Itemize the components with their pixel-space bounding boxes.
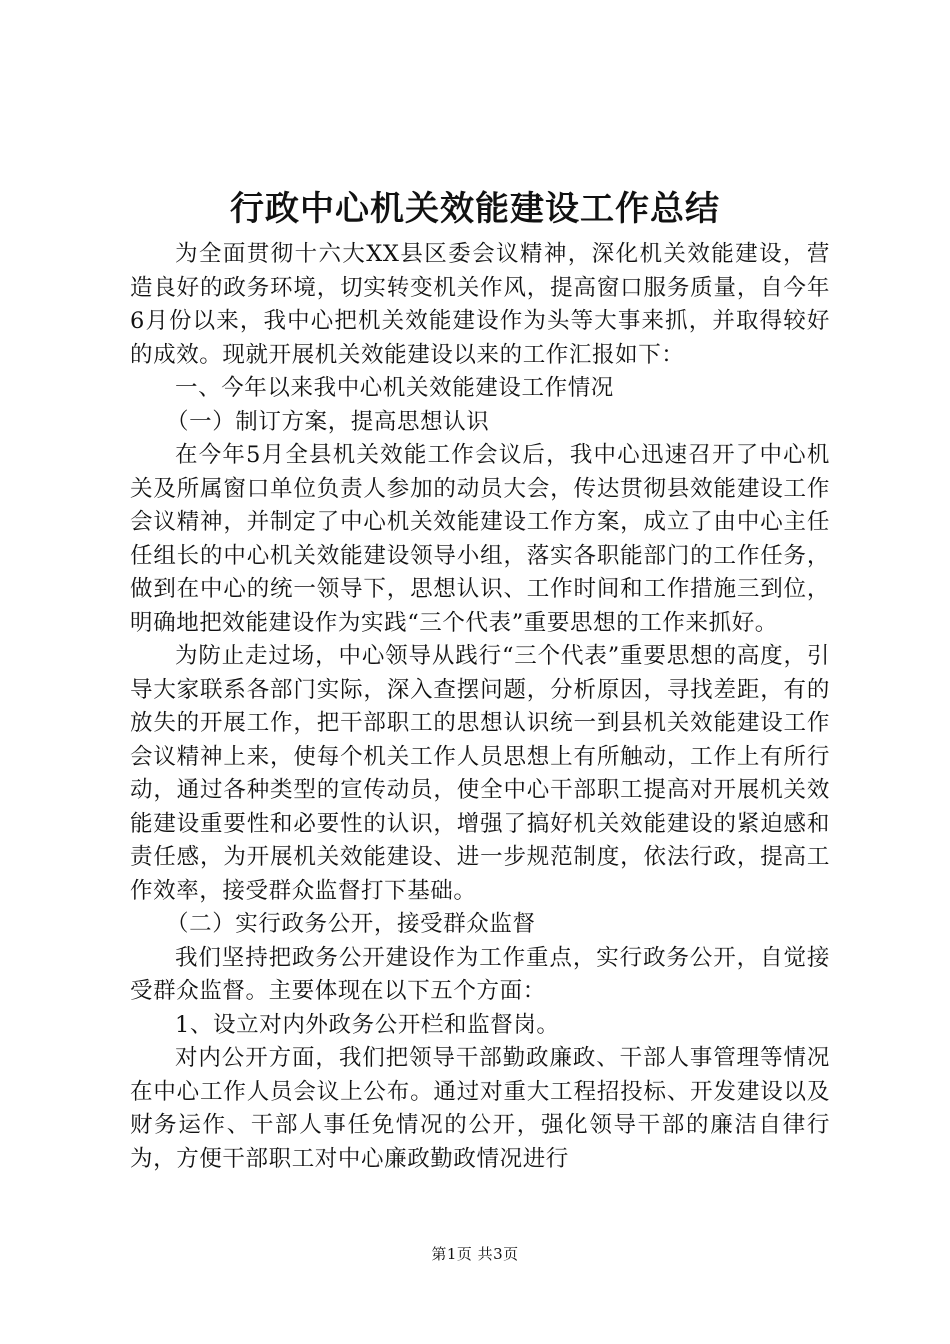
paragraph-plan: 在今年5月全县机关效能工作会议后，我中心迅速召开了中心机关及所属窗口单位负责人参加的动员大会，传达贯彻县效能建设工作会议精神，并制定了中心机关效能建设工作方案，成立了由中心主任任组长的中心机关效能建设领导小组，落实各职能部门的工作任务，做到在中心的统一领导下，思想认识、工作时间和工作措施三到位，明确地把效能建设作为实践“三个代表”重要思想的工作来抓好。 xyxy=(130,442,830,636)
subsection-heading-1: （一）制订方案，提高思想认识 xyxy=(166,408,490,435)
subsection-heading-2: （二）实行政务公开，接受群众监督 xyxy=(166,911,536,937)
list-item-1: 1、设立对内外政务公开栏和监督岗。 xyxy=(175,1011,560,1038)
section-heading-1: 一、今年以来我中心机关效能建设工作情况 xyxy=(175,375,614,401)
paragraph-disclosure: 我们坚持把政务公开建设作为工作重点，实行政务公开，自觉接受群众监督。主要体现在以下五个方面： xyxy=(130,944,830,1004)
paragraph-prevent: 为防止走过场，中心领导从践行“三个代表”重要思想的高度，引导大家联系各部门实际，深入查摆问题，分析原因，寻找差距，有的放失的开展工作，把干部职工的思想认识统一到县机关效能建设工作会议精神上来，使每个机关工作人员思想上有所触动，工作上有所行动，通过各种类型的宣传动员，使全中心干部职工提高对开展机关效能建设重要性和必要性的认识，增强了搞好机关效能建设的紧迫感和责任感，为开展机关效能建设、进一步规范制度，依法行政，提高工作效率，接受群众监督打下基础。 xyxy=(130,643,830,904)
page-footer: 第1页 共3页 xyxy=(431,1245,519,1263)
paragraph-intro: 为全面贯彻十六大XX县区委会议精神，深化机关效能建设，营造良好的政务环境，切实转变机关作风，提高窗口服务质量，自今年6月份以来，我中心把机关效能建设作为头等大事来抓，并取得较好的成效。现就开展机关效能建设以来的工作汇报如下： xyxy=(130,241,830,368)
document-title: 行政中心机关效能建设工作总结 xyxy=(230,189,720,229)
document-body xyxy=(130,238,830,1176)
paragraph-internal: 对内公开方面，我们把领导干部勤政廉政、干部人事管理等情况在中心工作人员会议上公布。通过对重大工程招投标、开发建设以及财务运作、干部人事任免情况的公开，强化领导干部的廉洁自律行为，方便干部职工对中心廉政勤政情况进行 xyxy=(130,1045,830,1172)
